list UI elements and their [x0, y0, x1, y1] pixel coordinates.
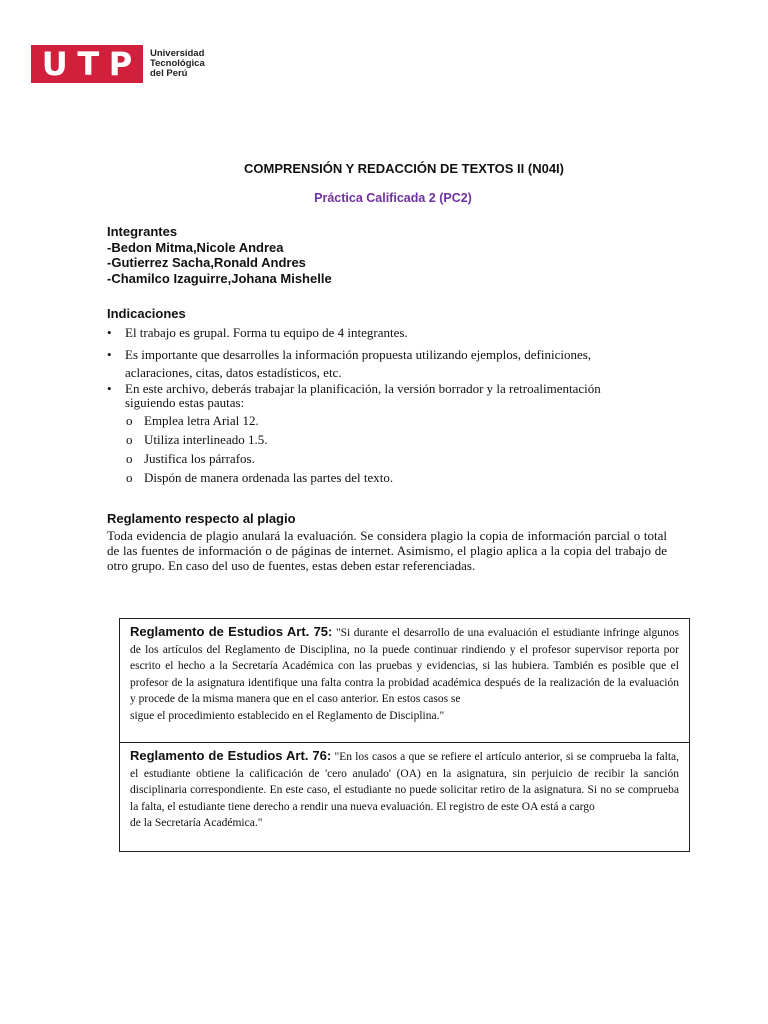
- bullet-glyph: •: [107, 347, 112, 362]
- document-subtitle: Práctica Calificada 2 (PC2): [314, 191, 472, 205]
- guideline-text: Emplea letra Arial 12.: [144, 413, 259, 428]
- members-heading: Integrantes: [107, 224, 178, 239]
- logo-line-1: Universidad: [150, 48, 205, 59]
- article-body-end: sigue el procedimiento establecido en el Reglamento de Disciplina.": [130, 709, 445, 722]
- plagiarism-heading: Reglamento respecto al plagio: [107, 511, 296, 526]
- indication-item: [107, 381, 687, 396]
- bullet-glyph: •: [107, 325, 112, 340]
- article-body-end: de la Secretaría Académica.": [130, 817, 263, 829]
- indications-heading: Indicaciones: [107, 306, 186, 321]
- logo-line-3: del Perú: [150, 68, 188, 79]
- members-section: [107, 224, 332, 286]
- article-76-box: [119, 743, 690, 852]
- plagiarism-paragraph: Toda evidencia de plagio anulará la evaluación. Se considera plagio la copia de información parcial o total de las fuentes de información o de páginas de internet. Asimismo, el plagio aplica a la copia del trabajo de otro grupo. En caso del uso de fuentes, estas deben estar referenciadas.: [107, 528, 667, 573]
- logo-letter-u: U: [41, 45, 68, 83]
- indication-text: aclaraciones, citas, datos estadísticos, etc.: [125, 365, 342, 380]
- sub-bullet-glyph: o: [126, 413, 133, 428]
- logo-wordmark: [150, 49, 205, 79]
- indication-text: En este archivo, deberás trabajar la planificación, la versión borrador y la retroalimentación: [125, 381, 601, 396]
- indication-continuation: [107, 395, 687, 410]
- sub-bullet-glyph: o: [126, 451, 133, 466]
- guideline-text: Utiliza interlineado 1.5.: [144, 432, 268, 447]
- indication-text: El trabajo es grupal. Forma tu equipo de 4 integrantes.: [125, 325, 408, 340]
- indication-item: [107, 347, 687, 362]
- guideline-item: [126, 470, 393, 485]
- sub-bullet-glyph: o: [126, 470, 133, 485]
- document-title: COMPRENSIÓN Y REDACCIÓN DE TEXTOS II (N04I): [244, 161, 564, 176]
- indication-continuation: [107, 365, 687, 380]
- article-body: "Si durante el desarrollo de una evaluación el estudiante infringe algunos de los artículos del Reglamento de Disciplina, no la puede continuar rindiendo y el profesor supervisor reporta por escrito el hecho a la Secretaría Académica con las pruebas y evidencias, si las hubiera. También es posible que el profesor de la asignatura identifique una falta contra la probidad académica después de la realización de la evaluación y procede de la misma manera que en el caso anterior. En estos casos se: [130, 627, 680, 705]
- guideline-text: Justifica los párrafos.: [144, 451, 255, 466]
- article-75-box: [119, 618, 690, 743]
- logo-letter-p: P: [108, 45, 133, 83]
- logo-letter-t: T: [77, 45, 100, 83]
- member-name: -Bedon Mitma,Nicole Andrea: [107, 239, 284, 255]
- sub-bullet-glyph: o: [126, 432, 133, 447]
- guideline-item: [126, 432, 267, 447]
- article-body: "En los casos a que se refiere el artículo anterior, si se comprueba la falta, el estudiante obtiene la calificación de 'cero anulado' (OA) en la asignatura, sin perjuicio de recibir la sanción disciplinaria correspondiente. En este caso, el estudiante no puede solicitar retiro de la asignatura. Si no se comprueba la falta, el estudiante tiene derecho a rendir una nueva evaluación. El registro de este OA está a cargo: [130, 751, 679, 813]
- guideline-text: Dispón de manera ordenada las partes del texto.: [144, 470, 394, 485]
- logo-line-2: Tecnológica: [150, 58, 205, 69]
- article-label: Reglamento de Estudios Art. 75:: [130, 624, 333, 639]
- member-name: -Gutierrez Sacha,Ronald Andres: [107, 255, 306, 270]
- utp-logo-mark: [31, 45, 143, 83]
- bullet-glyph: •: [107, 381, 112, 396]
- member-name: -Chamilco Izaguirre,Johana Mishelle: [107, 270, 332, 286]
- indication-text: siguiendo estas pautas:: [125, 395, 245, 410]
- utp-logo: [31, 44, 205, 84]
- article-label: Reglamento de Estudios Art. 76:: [130, 748, 332, 763]
- guideline-item: [126, 451, 255, 466]
- indication-text: Es importante que desarrolles la información propuesta utilizando ejemplos, definiciones,: [125, 347, 592, 362]
- guideline-item: [126, 413, 259, 428]
- indication-item: [107, 325, 687, 340]
